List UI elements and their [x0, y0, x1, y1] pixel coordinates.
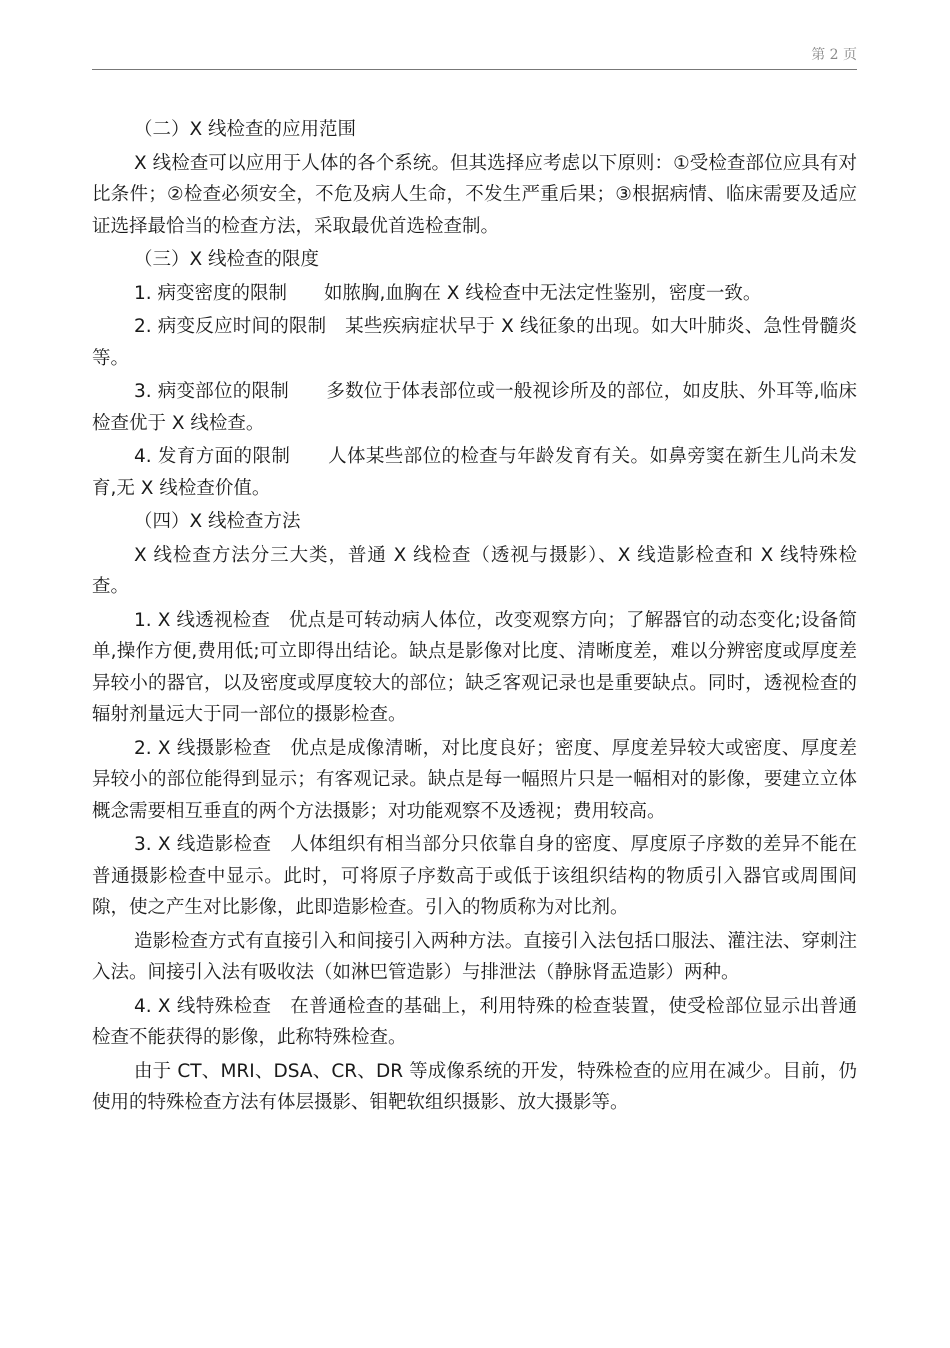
- header-divider: [92, 69, 857, 70]
- paragraph-special-exam-trend: 由于 CT、MRI、DSA、CR、DR 等成像系统的开发，特殊检查的应用在减少。目前，仍使用的特殊检查方法有体层摄影、钼靶软组织摄影、放大摄影等。: [92, 1060, 857, 1113]
- paragraph-limit-location: 3. 病变部位的限制 多数位于体表部位或一般视诊所及的部位，如皮肤、外耳等,临床检查优于 X 线检查。: [92, 381, 857, 434]
- paragraph-limit-development: 4. 发育方面的限制 人体某些部位的检查与年龄发育有关。如鼻旁窦在新生儿尚未发育,无 X 线检查价值。: [92, 446, 857, 499]
- paragraph-contrast-exam: 3. X 线造影检查 人体组织有相当部分只依靠自身的密度、厚度原子序数的差异不能在普通摄影检查中显示。此时，可将原子序数高于或低于该组织结构的物质引入器官或周围间隙，使之产生对比影像，此即造影检查。引入的物质称为对比剂。: [92, 834, 857, 918]
- paragraph-fluoroscopy: 1. X 线透视检查 优点是可转动病人体位，改变观察方向；了解器官的动态变化;设备简单,操作方便,费用低;可立即得出结论。缺点是影像对比度、清晰度差，难以分辨密度或厚度差异较小的器官，以及密度或厚度较大的部位；缺乏客观记录也是重要缺点。同时，透视检查的辐射剂量远大于同一部位的摄影检查。: [92, 609, 857, 725]
- paragraph-special-exam: 4. X 线特殊检查 在普通检查的基础上，利用特殊的检查装置，使受检部位显示出普通检查不能获得的影像，此称特殊检查。: [92, 995, 857, 1048]
- section-heading-scope: （二）X 线检查的应用范围: [134, 119, 357, 140]
- paragraph-scope-principles: X 线检查可以应用于人体的各个系统。但其选择应考虑以下原则：①受检查部位应具有对比条件；②检查必须安全，不危及病人生命，不发生严重后果；③根据病情、临床需要及适应证选择最恰当的检查方法，采取最优首选检查制。: [92, 152, 857, 237]
- page-number: 第 2 页: [811, 47, 857, 63]
- paragraph-radiography: 2. X 线摄影检查 优点是成像清晰，对比度良好；密度、厚度差异较大或密度、厚度差异较小的部位能得到显示；有客观记录。缺点是每一幅照片只是一幅相对的影像，要建立立体概念需要相互垂直的两个方法摄影；对功能观察不及透视；费用较高。: [92, 737, 857, 822]
- document-body: [92, 114, 857, 1121]
- paragraph-limit-timing: 2. 病变反应时间的限制 某些疾病症状早于 X 线征象的出现。如大叶肺炎、急性骨髓炎等。: [92, 316, 857, 369]
- section-heading-methods: （四）X 线检查方法: [134, 511, 301, 532]
- paragraph-methods-overview: X 线检查方法分三大类，普通 X 线检查（透视与摄影）、X 线造影检查和 X 线特殊检查。: [92, 544, 857, 597]
- section-heading-limits: （三）X 线检查的限度: [134, 249, 320, 270]
- paragraph-contrast-methods: 造影检查方式有直接引入和间接引入两种方法。直接引入法包括口服法、灌注法、穿刺注入法。间接引入法有吸收法（如淋巴管造影）与排泄法（静脉肾盂造影）两种。: [92, 930, 857, 983]
- paragraph-limit-density: 1. 病变密度的限制 如脓胸,血胸在 X 线检查中无法定性鉴别，密度一致。: [134, 282, 762, 304]
